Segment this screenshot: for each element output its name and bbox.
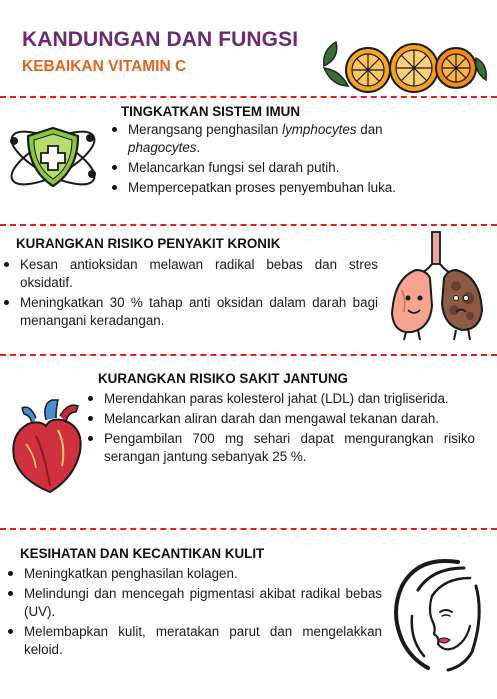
page-subtitle: KEBAIKAN VITAMIN C (22, 58, 187, 75)
bullet-list-chronic (2, 256, 378, 332)
section-title-skin: KESIHATAN DAN KECANTIKAN KULIT (20, 546, 265, 561)
list-item: Mempercepatkan proses penyembuhan luka. (110, 179, 463, 197)
lungs-icon (386, 230, 490, 342)
section-divider (0, 354, 497, 356)
section-title-heart: KURANGKAN RISIKO SAKIT JANTUNG (98, 371, 348, 386)
orange-slices-icon (318, 36, 490, 94)
heart-organ-icon (6, 396, 86, 496)
section-title-chronic: KURANGKAN RISIKO PENYAKIT KRONIK (16, 236, 281, 251)
list-item: Melancarkan fungsi sel darah putih. (110, 159, 463, 177)
page-title: KANDUNGAN DAN FUNGSI (22, 28, 299, 51)
section-divider (0, 528, 497, 530)
list-item: Merendahkan paras kolesterol jahat (LDL) dan trigliserida. (86, 390, 475, 408)
list-item: Kesan antioksidan melawan radikal bebas dan stres oksidatif. (2, 256, 378, 292)
list-item: Pengambilan 700 mg sehari dapat mengurangkan risiko serangan jantung sebanyak 25 %. (86, 430, 475, 466)
bullet-list-skin (6, 565, 382, 661)
bullet-list-heart (86, 390, 475, 468)
list-item: Meningkatkan 30 % tahap anti oksidan dalam darah bagi menangani keradangan. (2, 294, 378, 330)
section-divider (0, 96, 497, 98)
list-item: Merangsang penghasilan lymphocytes dan phagocytes. (110, 121, 463, 157)
bullet-list-immune (110, 121, 463, 199)
section-title-immune: TINGKATKAN SISTEM IMUN (121, 104, 301, 119)
woman-face-icon (388, 556, 488, 672)
list-item: Melindungi dan mencegah pigmentasi akibat radikal bebas (UV). (6, 585, 382, 621)
list-item: Meningkatkan penghasilan kolagen. (6, 565, 382, 583)
list-item: Melembapkan kulit, meratakan parut dan mengelakkan keloid. (6, 623, 382, 659)
immune-shield-icon (4, 108, 102, 206)
list-item: Melancarkan aliran darah dan mengawal tekanan darah. (86, 410, 475, 428)
section-divider (0, 224, 497, 226)
